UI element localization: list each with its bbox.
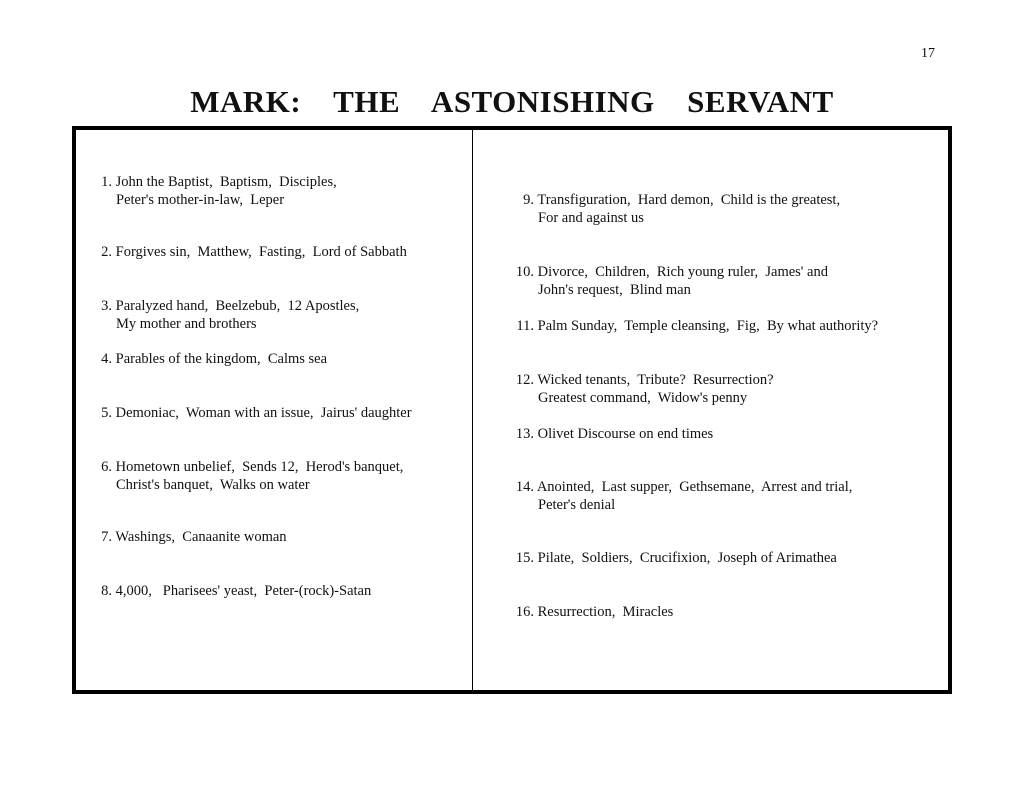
item-text: Pilate, Soldiers, Crucifixion, Joseph of Arimathea [537, 550, 837, 566]
item-text: John the Baptist, Baptism, Disciples, [115, 174, 337, 190]
outline-item-10 [473, 263, 828, 299]
outline-item-6 [76, 458, 403, 494]
item-text: Anointed, Last supper, Gethsemane, Arrest and trial, [536, 479, 853, 495]
item-number: 6. [101, 459, 112, 475]
item-number: 8. [101, 583, 112, 599]
item-number: 5. [101, 405, 112, 421]
outline-item-15 [473, 549, 837, 567]
item-number: 7. [101, 529, 112, 545]
item-number: 15. [515, 550, 534, 566]
item-number: 2. [101, 244, 112, 260]
item-text-continued: Peter's mother-in-law, Leper [116, 192, 285, 208]
outline-item-12 [473, 371, 774, 407]
outline-item-14 [473, 478, 852, 514]
item-text: Forgives sin, Matthew, Fasting, Lord of Sabbath [115, 244, 407, 260]
item-text-continued: Greatest command, Widow's penny [538, 390, 748, 406]
item-text-continued: For and against us [538, 210, 644, 226]
outline-item-13 [473, 425, 713, 443]
item-text: Transfiguration, Hard demon, Child is the greatest, [537, 192, 841, 208]
item-text: Hometown unbelief, Sends 12, Herod's banquet, [115, 459, 404, 475]
item-text: Wicked tenants, Tribute? Resurrection? [537, 372, 774, 388]
item-number: 4. [101, 351, 112, 367]
page-title: MARK: THE ASTONISHING SERVANT [190, 84, 834, 119]
item-text-continued: John's request, Blind man [538, 282, 691, 298]
outline-item-7 [76, 528, 287, 546]
outline-item-3 [76, 297, 359, 333]
item-text-continued: Peter's denial [538, 497, 616, 513]
item-number: 10. [515, 264, 534, 280]
item-number: 16. [515, 604, 534, 620]
item-number: 9. [523, 192, 534, 208]
item-number: 12. [515, 372, 534, 388]
item-number: 14. [515, 479, 534, 495]
item-text: 4,000, Pharisees' yeast, Peter-(rock)-Satan [115, 583, 372, 599]
outline-item-1 [76, 173, 337, 209]
item-number: 3. [101, 298, 112, 314]
outline-item-16 [473, 603, 673, 621]
outline-item-5 [76, 404, 412, 422]
outline-item-8 [76, 582, 371, 600]
item-number: 13. [515, 426, 534, 442]
item-number: 11. [516, 318, 534, 334]
item-text-continued: Christ's banquet, Walks on water [116, 477, 310, 493]
outline-item-4 [76, 350, 327, 368]
item-number: 1. [101, 174, 112, 190]
item-text: Resurrection, Miracles [537, 604, 674, 620]
outline-item-11 [473, 317, 878, 335]
item-text: Demoniac, Woman with an issue, Jairus' daughter [115, 405, 412, 421]
outline-item-9 [473, 191, 840, 227]
outline-item-2 [76, 243, 407, 261]
item-text: Washings, Canaanite woman [115, 529, 287, 545]
item-text: Palm Sunday, Temple cleansing, Fig, By what authority? [537, 318, 879, 334]
item-text: Paralyzed hand, Beelzebub, 12 Apostles, [115, 298, 360, 314]
item-text: Parables of the kingdom, Calms sea [115, 351, 328, 367]
item-text: Olivet Discourse on end times [537, 426, 714, 442]
item-text: Divorce, Children, Rich young ruler, James' and [537, 264, 828, 280]
item-text-continued: My mother and brothers [116, 316, 257, 332]
outline-box [72, 126, 952, 694]
page-number: 17 [921, 46, 935, 61]
